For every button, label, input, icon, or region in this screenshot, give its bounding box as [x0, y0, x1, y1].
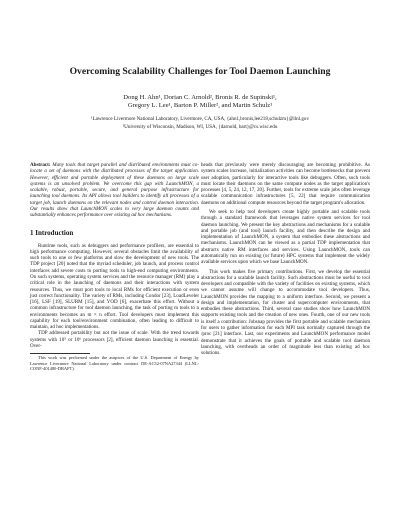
- intro-paragraph-1: Runtime tools, such as debuggers and performance profilers, are essential to high performance computing. However, several obstacles limit the availability of such tools to one or few platforms and slow the development of new tools. The TDP project [20] noted that the myriad scheduler, job launch, and process control interfaces add severe costs to porting tools to high-end computing environments. On such systems, operating system services and the resource manager (RM) play a critical role in the launching of daemons and their interactions with system resources. Thus, we must port tools to local RMs for efficient execution or even just correct functionality. The variety of RMs, including Condor [23], LoadLeveler [16], LSF [19], SLURM [15], and YOD [6], exacerbate this effort. Without a common infrastructure for tool daemon launching, the task of porting m tools to n environments becomes an m × n effort. Tool developers must implement this capability for each tool/environment combination, often leading to difficult to maintain, ad hoc implementations.: [30, 242, 199, 331]
- abstract-label: Abstract:: [30, 162, 51, 168]
- abstract: [30, 162, 199, 219]
- intro-paragraph-2: TDP addressed portability but not the issue of scale. With the trend towards systems with 10⁵ or 10⁶ processors [2], efficient daemon launching is essential. Over-: [30, 330, 199, 350]
- right-paragraph-2: We seek to help tool developers create highly portable and scalable tools through a standard framework that leverages native system services for tool daemon launching. We present the key abstractions and mechanisms for a scalable and portable job (and tool) launch facility, and then describe the design and implementation of LaunchMON, a system that embodies these abstractions and mechanisms. LaunchMON can be viewed as a partial TDP implementation that abstracts native RM interfaces and services. Using LaunchMON, tools can automatically run on existing (or future) HPC systems that implement the widely available services upon which we base LaunchMON.: [201, 208, 370, 266]
- paper-title: Overcoming Scalability Challenges for Tool Daemon Launching: [69, 66, 331, 77]
- author-list: [30, 94, 370, 111]
- left-column: [30, 162, 199, 371]
- right-column: [201, 162, 370, 356]
- section-heading-introduction: 1 Introduction: [30, 228, 74, 237]
- authors-line-1: Dong H. Ahn¹, Dorian C. Arnold², Bronis R. de Supinski¹,: [123, 94, 277, 101]
- right-paragraph-1: heads that previously were merely discouraging are becoming prohibitive. As system scales increase, initialization activities can become bottlenecks that prevent user adoption, particularly for interactive tools like debuggers. Often, such tools must locate their daemons on the same compute nodes as the target application's processes [4, 5, 24, 12, 17, 20]. Further, tools for extreme scale jobs often leverage scalable communication infrastructures [5, 22] that require communication daemons on additional compute resources beyond the target program's allocation.: [201, 162, 370, 206]
- footnote-divider: [30, 353, 90, 354]
- right-paragraph-3: This work makes five primary contributions. First, we develop the essential abstractions for a scalable launch facility. Such abstractions must be useful to tool developers and compatible with the variety of facilities on existing systems, which we cannot assume will change to accommodate tool developers. Thus, LaunchMON provides the mapping to a uniform interface. Second, we present a design and implementation, for cluster and supercomputer environments, that embodies these abstractions. Third, several case studies show how LaunchMON supports existing tools and the creation of new ones. Fourth, one of our new tools is itself a contribution: Jobsnap provides the first portable and scalable mechanism for users to gather information for each MPI task normally captured through the /proc [21] interface. Last, our experiments and LaunchMON performance model demonstrate that it achieves the goals of portable and scalable tool daemon launching, with overheads an order of magnitude less than existing ad hoc solutions.: [201, 268, 370, 357]
- abstract-text: Many tools that target parallel and distributed environments must co-locate a set of daemons with the distributed processes of the target application. However, efficient and portable deployment of these daemons on large scale systems is an unsolved problem. We overcome this gap with LaunchMON, a scalable, robust, portable, secure, and general purpose infrastructure for launching tool daemons. Its API allows tool builders to identify all processes of a target job, launch daemons on the relevant nodes and control daemon interaction. Our results show that LaunchMON scales to very large daemon counts and substantially enhances performance over existing ad hoc mechanisms.: [30, 162, 199, 219]
- affiliation-wisc: ²University of Wisconsin, Madison, WI, USA, {darnold, bart}@cs.wisc.edu: [122, 124, 278, 130]
- footnote: This work was performed under the auspices of the U.S. Department of Energy by Lawrence Livermore National Laboratory under contract DE-AC52-07NA27344 (LLNL-CONF-401480-DRAFT).: [30, 355, 199, 371]
- affiliation-llnl: ¹Lawrence Livermore National Laboratory, Livermore, CA, USA, {ahn1,bronis,lee218,schulzm}@llnl.gov: [90, 116, 309, 122]
- authors-line-2: Gregory L. Lee¹, Barton P. Miller², and Martin Schulz¹: [127, 102, 273, 110]
